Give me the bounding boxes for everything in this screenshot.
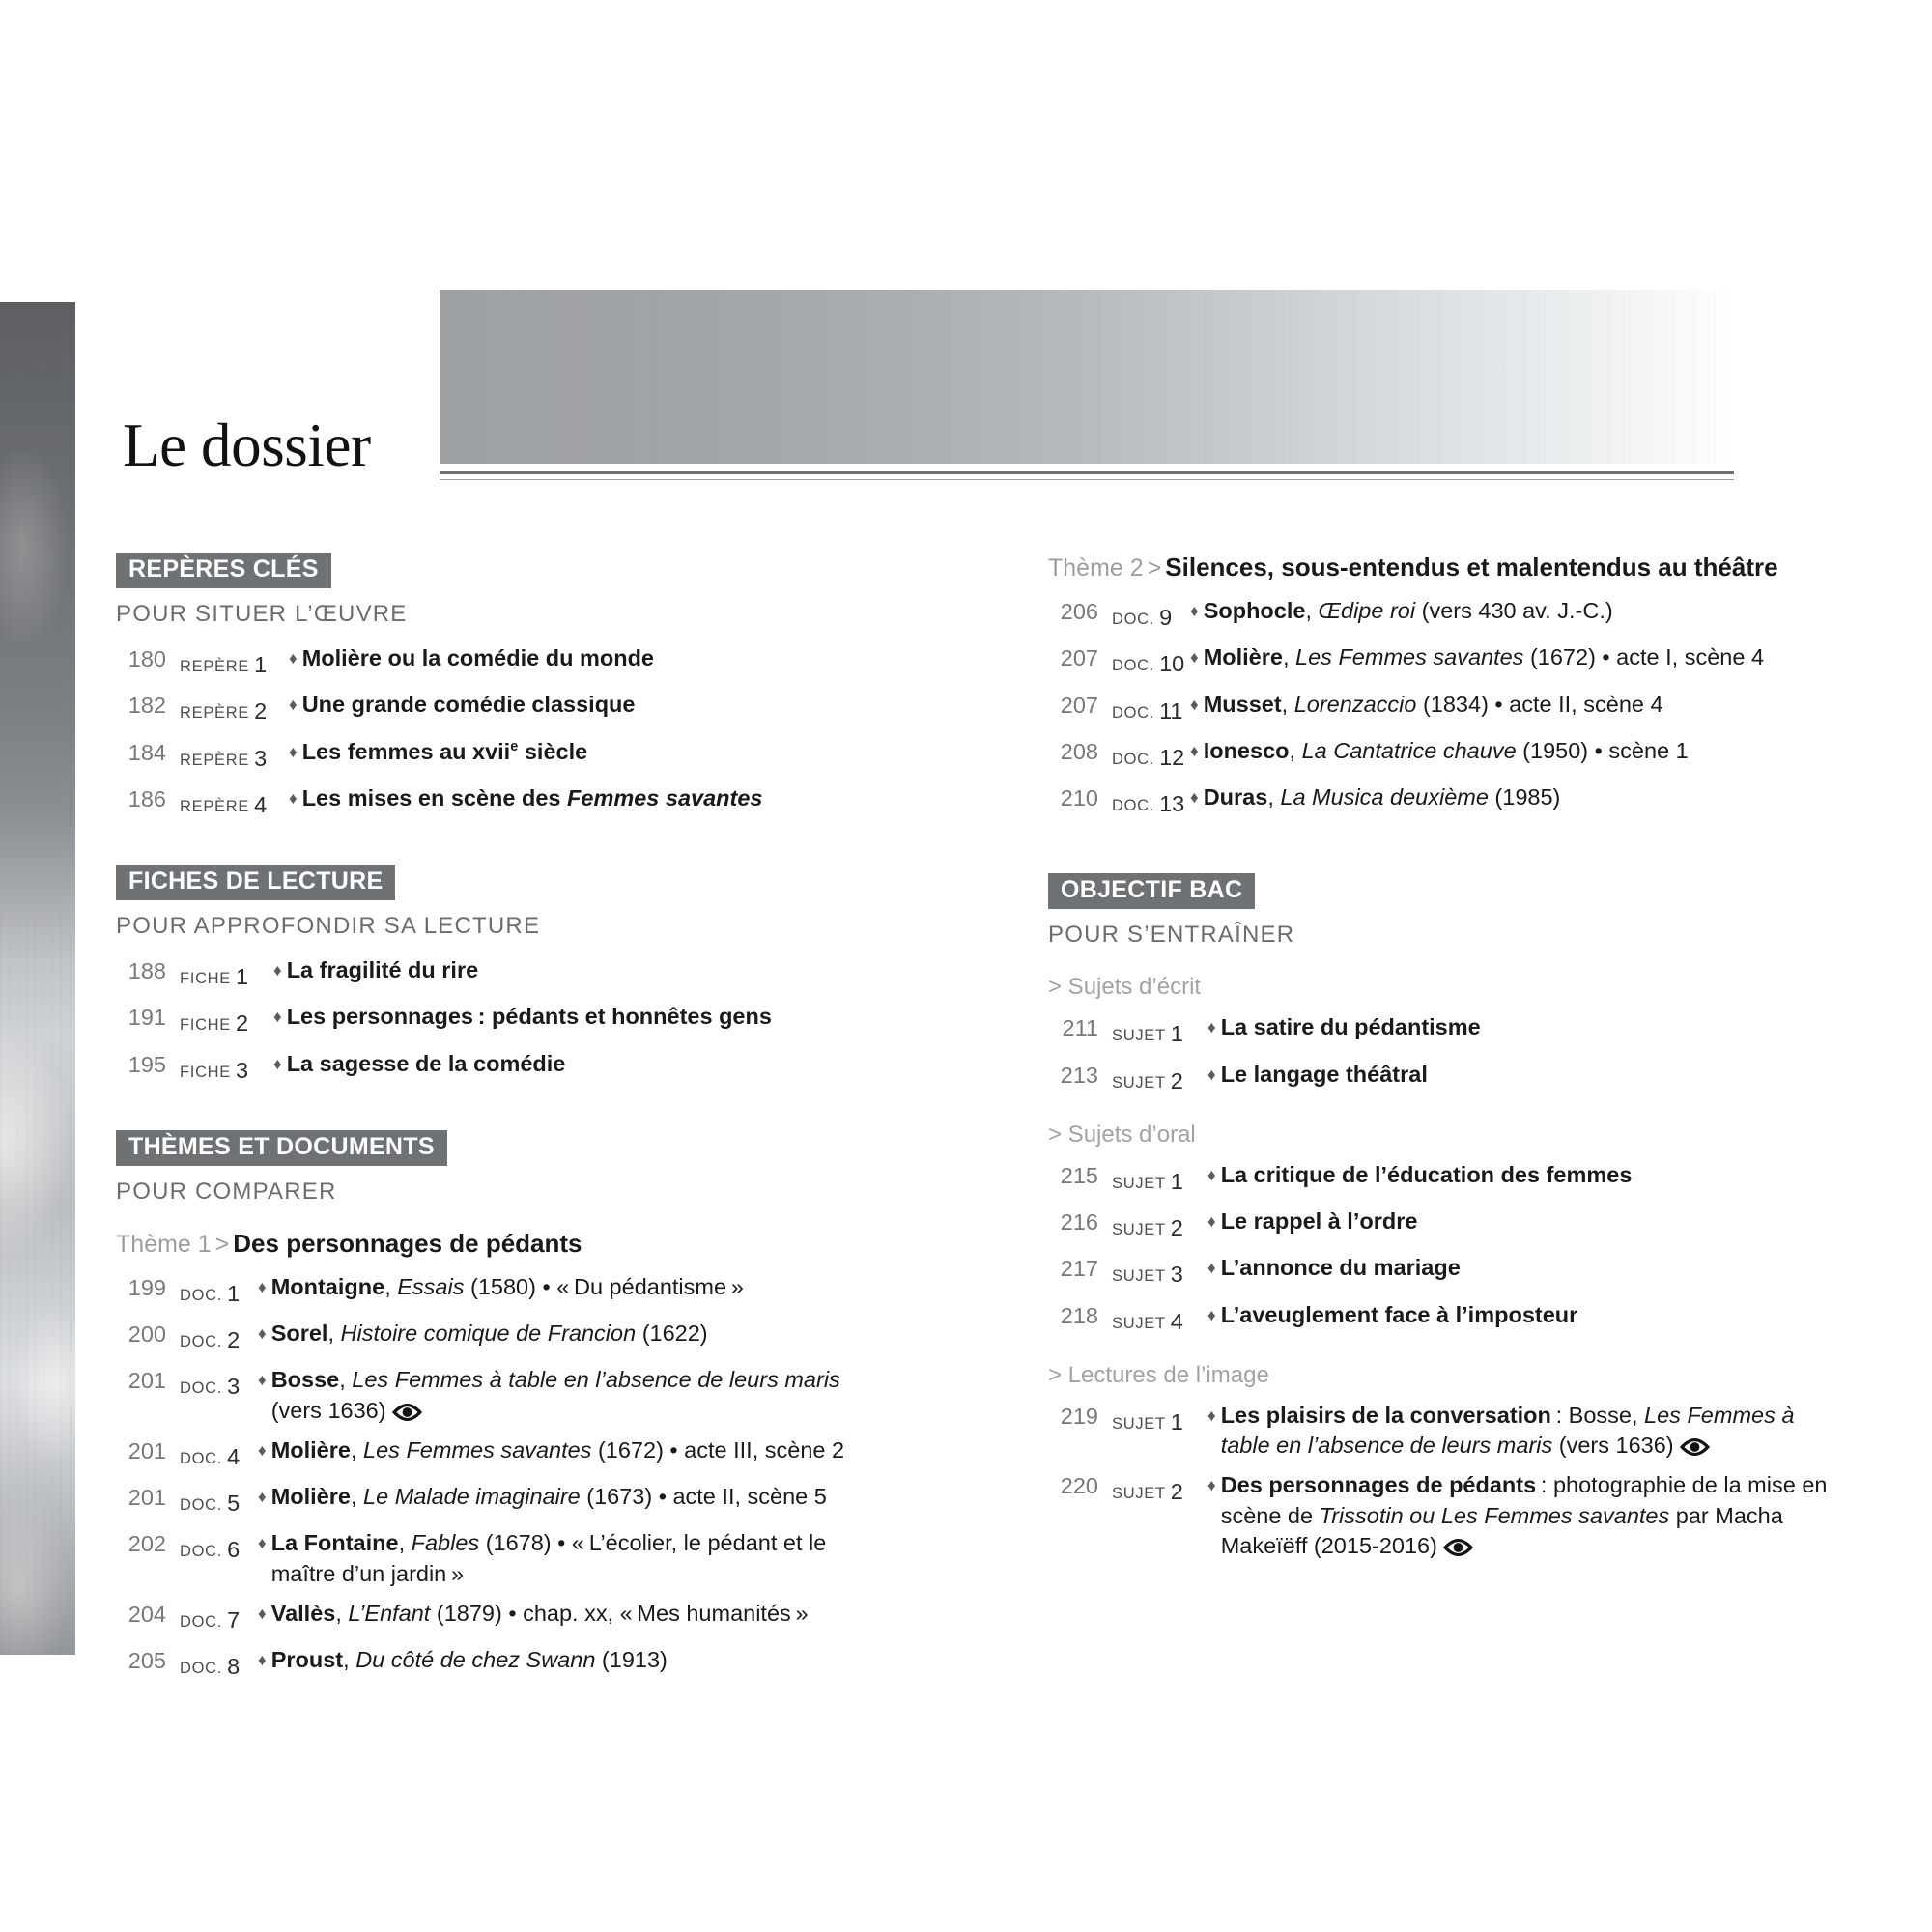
section-subhead: POUR COMPARER	[116, 1178, 337, 1205]
entry-text-run: Le langage théâtral	[1220, 1061, 1428, 1087]
entry-text-run: Une grande comédie classique	[301, 692, 636, 718]
entry-page-number: 211	[1062, 1015, 1098, 1041]
entry-page-number: 205	[128, 1648, 166, 1673]
section-header-rule	[116, 589, 869, 591]
diamond-bullet-icon: ♦	[1208, 1259, 1216, 1278]
entry-text-run: Montaigne	[270, 1273, 385, 1299]
entry-kind-number: 2	[236, 1010, 249, 1037]
diamond-bullet-icon: ♦	[1190, 648, 1199, 668]
entry-kind-number: 3	[236, 1057, 249, 1083]
entry-text-run: Bosse	[270, 1367, 340, 1393]
entry-text-run: L’aveuglement face à l’imposteur	[1220, 1301, 1578, 1327]
entry-kind-label: SUJET 2	[1112, 1215, 1183, 1240]
entry-body	[1204, 596, 1831, 626]
content-section	[116, 553, 869, 820]
banner-rule-thin	[440, 479, 1734, 480]
entry-text-run: Les femmes au xvii	[301, 738, 511, 764]
diamond-bullet-icon: ♦	[1208, 1212, 1216, 1231]
entry-text-run: La sagesse de la comédie	[286, 1050, 566, 1076]
entry-body	[271, 1528, 869, 1589]
entry-body	[271, 1482, 869, 1512]
entry-text-run: Les Femmes savantes	[1295, 644, 1524, 670]
entry-kind-label: SUJET 2	[1112, 1067, 1183, 1094]
entry-text-run: ,	[384, 1273, 398, 1299]
entry-text-run: La Musica deuxième	[1280, 784, 1489, 810]
entry-body	[271, 1435, 869, 1465]
toc-entry[interactable]	[1048, 782, 1831, 819]
entry-text-run: Proust	[270, 1647, 344, 1672]
diamond-bullet-icon: ♦	[273, 1008, 282, 1027]
entry-text-run: La critique de l’éducation des femmes	[1220, 1161, 1633, 1187]
entry-page-number: 213	[1060, 1062, 1098, 1088]
toc-entry[interactable]	[1048, 596, 1831, 633]
entry-text-run: (1678) • « L’écolier, le pédant et le maître d’un jardin »	[270, 1530, 827, 1586]
theme-title: Silences, sous-entendus et malentendus au théâtre	[1165, 553, 1778, 582]
entry-text-run: ,	[350, 1436, 364, 1463]
section-header-label: OBJECTIF BAC	[1048, 873, 1255, 909]
entry-page-number: 210	[1060, 785, 1098, 810]
entry-page-number: 182	[128, 693, 166, 719]
entry-kind-label: REPÈRE 4	[180, 791, 268, 817]
toc-entry[interactable]	[116, 1319, 869, 1355]
entry-text-run: ,	[339, 1367, 353, 1393]
content-section	[116, 1130, 869, 1683]
diamond-bullet-icon: ♦	[258, 1440, 267, 1460]
section-header	[116, 865, 869, 899]
diamond-bullet-icon: ♦	[289, 742, 298, 761]
toc-entry[interactable]	[116, 955, 869, 992]
decorative-photo-strip	[0, 302, 75, 1655]
entry-kind-number: 10	[1159, 651, 1185, 677]
entry-text-run: (vers 1636)	[270, 1397, 386, 1423]
section-subhead: POUR APPROFONDIR SA LECTURE	[116, 913, 541, 939]
entry-kind-label: DOC. 10	[1112, 651, 1185, 677]
entry-text-run: ,	[398, 1530, 412, 1556]
entry-body	[287, 955, 869, 985]
entry-text-run: Les mises en scène des	[301, 784, 568, 810]
entry-text-run: (1879) • chap. xx, « Mes humanités »	[430, 1600, 809, 1626]
entry-text-run: Molière ou la comédie du monde	[301, 645, 654, 670]
entry-kind-label: SUJET 1	[1112, 1408, 1183, 1435]
entry-kind-number: 2	[254, 698, 268, 724]
toc-entry[interactable]	[1048, 1300, 1831, 1337]
diamond-bullet-icon: ♦	[1208, 1305, 1216, 1324]
group-label: > Sujets d’écrit	[1048, 974, 1202, 1001]
section-header-label: REPÈRES CLÉS	[116, 553, 331, 588]
toc-entry[interactable]	[116, 1272, 869, 1309]
diamond-bullet-icon: ♦	[258, 1534, 267, 1553]
entry-page-number: 201	[128, 1485, 166, 1510]
entry-kind-label: FICHE 2	[180, 1010, 249, 1037]
entry-kind-number: 1	[1170, 1168, 1183, 1194]
entry-kind-label: SUJET 1	[1112, 1168, 1183, 1194]
entry-kind-number: 3	[227, 1374, 241, 1400]
toc-entry[interactable]	[116, 1435, 869, 1472]
content-section	[116, 865, 869, 1086]
objectif-bac-header	[1048, 873, 1831, 908]
entry-kind-number: 2	[1170, 1479, 1183, 1505]
entry-text-run: La Fontaine	[270, 1530, 399, 1556]
entry-page-number: 186	[128, 785, 166, 811]
theme-2-section	[1048, 553, 1831, 819]
entry-body	[1221, 1470, 1831, 1561]
entry-text-run: (1834) • acte II, scène 4	[1416, 691, 1663, 717]
entry-kind-label: REPÈRE 1	[180, 652, 268, 677]
toc-entry[interactable]	[116, 1528, 869, 1589]
entry-text-run: Molière	[1203, 644, 1283, 670]
entry-body	[271, 1272, 869, 1302]
diamond-bullet-icon: ♦	[273, 961, 282, 980]
toc-entry[interactable]	[1048, 736, 1831, 773]
left-column	[116, 553, 869, 1726]
entry-text-run: ,	[1289, 737, 1302, 763]
entry-text-run: Molière	[270, 1484, 351, 1509]
entry-body	[1221, 1401, 1831, 1462]
diamond-bullet-icon: ♦	[1208, 1165, 1216, 1184]
entry-text-run: (vers 430 av. J.-C.)	[1415, 598, 1613, 623]
header-gradient-banner	[440, 290, 1734, 464]
entry-text-run: Du côté de chez Swann	[355, 1647, 596, 1672]
right-column	[1048, 553, 1831, 1571]
toc-entry[interactable]	[116, 1049, 869, 1086]
entry-body	[302, 737, 869, 767]
entry-page-number: 217	[1060, 1256, 1098, 1282]
entry-text-run: (1580) • « Du pédantisme »	[464, 1273, 744, 1299]
entry-kind-number: 2	[1170, 1067, 1183, 1094]
toc-entry[interactable]	[116, 690, 869, 726]
entry-kind-number: 8	[227, 1654, 241, 1679]
section-header-label: THÈMES ET DOCUMENTS	[116, 1130, 447, 1166]
entry-kind-number: 2	[227, 1327, 241, 1352]
diamond-bullet-icon: ♦	[1208, 1065, 1216, 1084]
entry-body	[1204, 642, 1831, 672]
entry-page-number: 208	[1060, 738, 1098, 764]
entry-kind-number: 1	[236, 964, 249, 989]
diamond-bullet-icon: ♦	[1190, 788, 1199, 807]
entry-text-run: Trissotin ou Les Femmes savantes	[1319, 1502, 1670, 1528]
diamond-bullet-icon: ♦	[258, 1371, 267, 1390]
toc-entry[interactable]	[116, 783, 869, 820]
group-label: > Sujets d’oral	[1048, 1121, 1196, 1148]
entry-body	[271, 1645, 869, 1675]
entry-page-number: 184	[128, 739, 166, 765]
entry-text-run: Des personnages de pédants	[1220, 1472, 1537, 1498]
toc-entry[interactable]	[116, 1645, 869, 1682]
diamond-bullet-icon: ♦	[258, 1651, 267, 1669]
entry-text-run: ,	[343, 1647, 356, 1672]
entry-body	[271, 1319, 869, 1349]
theme-1-line	[116, 1229, 869, 1259]
toc-entry[interactable]	[1048, 690, 1831, 726]
entry-page-number: 216	[1060, 1209, 1098, 1235]
page-title: Le dossier	[123, 412, 371, 479]
entry-kind-number: 1	[254, 652, 268, 677]
objectif-bac-section	[1048, 873, 1831, 1561]
entry-text-run: (1672) • acte III, scène 2	[591, 1436, 845, 1463]
section-subhead: POUR SITUER L’ŒUVRE	[116, 601, 408, 627]
theme-2-line	[1048, 553, 1831, 582]
entry-kind-label: DOC. 2	[180, 1327, 241, 1352]
entry-text-run: (1913)	[595, 1647, 668, 1672]
section-header	[116, 553, 869, 587]
entry-kind-label: SUJET 2	[1112, 1479, 1183, 1505]
toc-entry[interactable]	[116, 1365, 869, 1426]
entry-body	[1221, 1012, 1831, 1042]
toc-entry[interactable]	[1048, 1253, 1831, 1290]
toc-entry[interactable]	[116, 643, 869, 680]
entry-kind-label: REPÈRE 3	[180, 745, 268, 771]
toc-entry[interactable]	[116, 737, 869, 774]
entry-text-run: (1622)	[636, 1321, 708, 1346]
entry-kind-number: 12	[1159, 744, 1185, 770]
entry-text-run: (1672) • acte I, scène 4	[1523, 644, 1765, 670]
diamond-bullet-icon: ♦	[1190, 602, 1199, 620]
entry-text-run: (1950) • scène 1	[1516, 737, 1689, 763]
entry-text-run: siècle	[518, 738, 588, 764]
entry-text-run: La Cantatrice chauve	[1301, 737, 1517, 763]
entry-kind-label: REPÈRE 2	[180, 698, 268, 724]
entry-kind-label: DOC. 8	[180, 1654, 241, 1679]
theme-label: Thème 1	[116, 1230, 212, 1258]
toc-entry[interactable]	[1048, 1470, 1831, 1561]
toc-entry[interactable]	[116, 1002, 869, 1038]
entry-page-number: 191	[128, 1005, 166, 1031]
entry-kind-number: 1	[1170, 1021, 1183, 1047]
section-header-label: FICHES DE LECTURE	[116, 865, 395, 900]
diamond-bullet-icon: ♦	[258, 1604, 267, 1623]
entry-text-run: ,	[1305, 598, 1319, 623]
entry-text-run: : photographie de la mise en scène de	[1220, 1472, 1828, 1528]
entry-kind-number: 4	[254, 791, 268, 817]
diamond-bullet-icon: ♦	[1208, 1476, 1216, 1495]
entry-body	[287, 1049, 869, 1079]
entry-page-number: 199	[128, 1274, 166, 1300]
group-label: > Lectures de l’image	[1048, 1361, 1269, 1388]
entry-text-run: ,	[1267, 784, 1281, 810]
entry-kind-label: DOC. 13	[1112, 791, 1185, 816]
entry-text-run: Le Malade imaginaire	[363, 1484, 581, 1509]
entry-body	[271, 1365, 869, 1426]
entry-kind-number: 5	[227, 1491, 241, 1516]
entry-text-run: par Macha Makeïëff (2015-2016)	[1220, 1502, 1783, 1558]
entry-text-run: Sorel	[270, 1321, 328, 1346]
entry-page-number: 180	[128, 646, 166, 671]
entry-kind-label: DOC. 11	[1112, 697, 1183, 724]
entry-text-run: Vallès	[270, 1600, 336, 1626]
entry-text-run: Duras	[1203, 784, 1268, 810]
entry-kind-label: DOC. 12	[1112, 744, 1185, 770]
entry-text-run: ,	[1282, 644, 1296, 670]
entry-body	[1221, 1300, 1831, 1330]
entry-text-run: Ionesco	[1203, 737, 1290, 763]
entry-page-number: 201	[128, 1368, 166, 1394]
toc-entry[interactable]	[1048, 1207, 1831, 1243]
entry-text-run: Sophocle	[1203, 598, 1306, 623]
section-header	[116, 1130, 869, 1165]
eye-icon	[1443, 1539, 1473, 1556]
entry-page-number: 200	[128, 1321, 166, 1347]
entry-page-number: 219	[1060, 1403, 1098, 1429]
entry-text-run: : Bosse,	[1550, 1402, 1645, 1428]
superscript-ordinal: e	[510, 738, 519, 754]
entry-text-run: Le rappel à l’ordre	[1220, 1208, 1418, 1234]
entry-kind-number: 11	[1159, 697, 1183, 724]
entry-text-run: La fragilité du rire	[286, 957, 479, 982]
entry-text-run: ,	[327, 1321, 341, 1346]
entry-kind-label: FICHE 1	[180, 964, 249, 989]
entry-body	[1204, 690, 1831, 720]
eye-icon	[392, 1404, 422, 1421]
entry-kind-number: 1	[1170, 1408, 1183, 1435]
section-header-rule	[1048, 910, 1831, 912]
entry-kind-label: DOC. 9	[1112, 605, 1173, 630]
entry-page-number: 195	[128, 1051, 166, 1077]
entry-kind-label: DOC. 6	[180, 1537, 241, 1563]
entry-page-number: 215	[1060, 1162, 1098, 1188]
entry-kind-label: SUJET 3	[1112, 1262, 1183, 1288]
entry-text-run: Les Femmes à table en l’absence de leurs maris	[352, 1367, 840, 1393]
entry-body	[302, 643, 869, 673]
entry-kind-number: 2	[1170, 1215, 1183, 1240]
diamond-bullet-icon: ♦	[1190, 741, 1199, 760]
toc-entry[interactable]	[116, 1482, 869, 1519]
entry-kind-label: DOC. 3	[180, 1374, 241, 1400]
entry-text-run: ,	[350, 1484, 364, 1509]
entry-text-run: L’Enfant	[348, 1600, 431, 1626]
entry-text-run: Œdipe roi	[1318, 598, 1416, 623]
entry-text-run: Les plaisirs de la conversation	[1220, 1402, 1551, 1428]
entry-text-run: Les Femmes savantes	[363, 1436, 592, 1463]
entry-body	[1221, 1207, 1831, 1236]
diamond-bullet-icon: ♦	[273, 1054, 282, 1073]
section-header-rule	[116, 1167, 869, 1169]
entry-kind-label: DOC. 7	[180, 1606, 241, 1633]
entry-page-number: 206	[1060, 599, 1098, 624]
entry-kind-label: FICHE 3	[180, 1057, 249, 1083]
toc-entry[interactable]	[1048, 1012, 1831, 1049]
diamond-bullet-icon: ♦	[258, 1488, 267, 1506]
entry-text-run: Fables	[411, 1530, 480, 1556]
entry-text-run: Lorenzaccio	[1293, 691, 1417, 717]
entry-text-run: Femmes savantes	[567, 784, 763, 810]
entry-page-number: 204	[128, 1601, 166, 1627]
entry-body	[302, 690, 869, 720]
banner-rule-thick	[440, 471, 1734, 474]
entry-text-run: Les personnages : pédants et honnêtes gens	[286, 1004, 772, 1030]
diamond-bullet-icon: ♦	[1190, 695, 1199, 714]
diamond-bullet-icon: ♦	[1208, 1018, 1216, 1037]
entry-kind-number: 4	[227, 1443, 241, 1469]
section-header-rule	[116, 901, 869, 903]
entry-kind-number: 13	[1159, 791, 1185, 816]
entry-body	[287, 1002, 869, 1032]
entry-text-run: Histoire comique de Francion	[340, 1321, 637, 1346]
entry-kind-label: DOC. 5	[180, 1491, 241, 1516]
entry-text-run: ,	[335, 1600, 349, 1626]
diamond-bullet-icon: ♦	[289, 788, 298, 808]
entry-text-run: (1985)	[1488, 784, 1561, 810]
toc-entry[interactable]	[1048, 1060, 1831, 1096]
entry-page-number: 220	[1060, 1473, 1098, 1499]
entry-body	[302, 783, 869, 813]
diamond-bullet-icon: ♦	[1208, 1406, 1216, 1425]
eye-icon	[1680, 1438, 1710, 1456]
entry-kind-number: 1	[227, 1280, 241, 1306]
entry-text-run: Molière	[270, 1436, 351, 1463]
diamond-bullet-icon: ♦	[289, 696, 298, 715]
entry-kind-number: 3	[254, 745, 268, 771]
section-subhead: POUR S’ENTRAÎNER	[1048, 922, 1295, 949]
theme-chevron-icon: >	[214, 1230, 230, 1258]
entry-page-number: 201	[128, 1437, 166, 1463]
entry-page-number: 218	[1060, 1302, 1098, 1328]
toc-entry[interactable]	[1048, 1160, 1831, 1197]
entry-body	[1204, 782, 1831, 812]
entry-page-number: 207	[1060, 692, 1098, 718]
entry-kind-number: 3	[1170, 1262, 1183, 1288]
entry-kind-number: 9	[1159, 605, 1173, 630]
entry-text-run: La satire du pédantisme	[1220, 1014, 1481, 1040]
entry-text-run: Les Femmes à table en l’absence de leurs maris	[1220, 1402, 1795, 1458]
entry-kind-label: DOC. 4	[180, 1443, 241, 1469]
entry-body	[1204, 736, 1831, 766]
toc-entry[interactable]	[1048, 1401, 1831, 1462]
entry-kind-number: 4	[1170, 1308, 1183, 1334]
toc-entry[interactable]	[116, 1599, 869, 1635]
entry-body	[1221, 1060, 1831, 1090]
diamond-bullet-icon: ♦	[258, 1277, 267, 1296]
entry-page-number: 202	[128, 1531, 166, 1557]
entry-kind-label: DOC. 1	[180, 1280, 241, 1306]
diamond-bullet-icon: ♦	[289, 649, 298, 668]
entry-text-run: (1673) • acte II, scène 5	[580, 1484, 827, 1509]
entry-kind-number: 6	[227, 1537, 241, 1563]
entry-text-run: Musset	[1203, 691, 1282, 717]
entry-body	[1221, 1160, 1831, 1190]
theme-chevron-icon: >	[1147, 554, 1162, 582]
entry-text-run: Essais	[397, 1273, 465, 1299]
entry-kind-label: SUJET 4	[1112, 1308, 1183, 1334]
entry-body	[271, 1599, 869, 1629]
entry-text-run: L’annonce du mariage	[1220, 1255, 1461, 1281]
toc-entry[interactable]	[1048, 642, 1831, 679]
entry-body	[1221, 1253, 1831, 1283]
theme-title: Des personnages de pédants	[233, 1228, 582, 1258]
entry-page-number: 207	[1060, 645, 1098, 671]
entry-page-number: 188	[128, 958, 166, 983]
entry-text-run: ,	[1281, 691, 1294, 717]
entry-kind-label: SUJET 1	[1112, 1021, 1183, 1047]
entry-kind-number: 7	[227, 1606, 241, 1633]
entry-text-run: (vers 1636)	[1552, 1433, 1674, 1458]
diamond-bullet-icon: ♦	[258, 1324, 267, 1343]
theme-label: Thème 2	[1048, 554, 1144, 582]
